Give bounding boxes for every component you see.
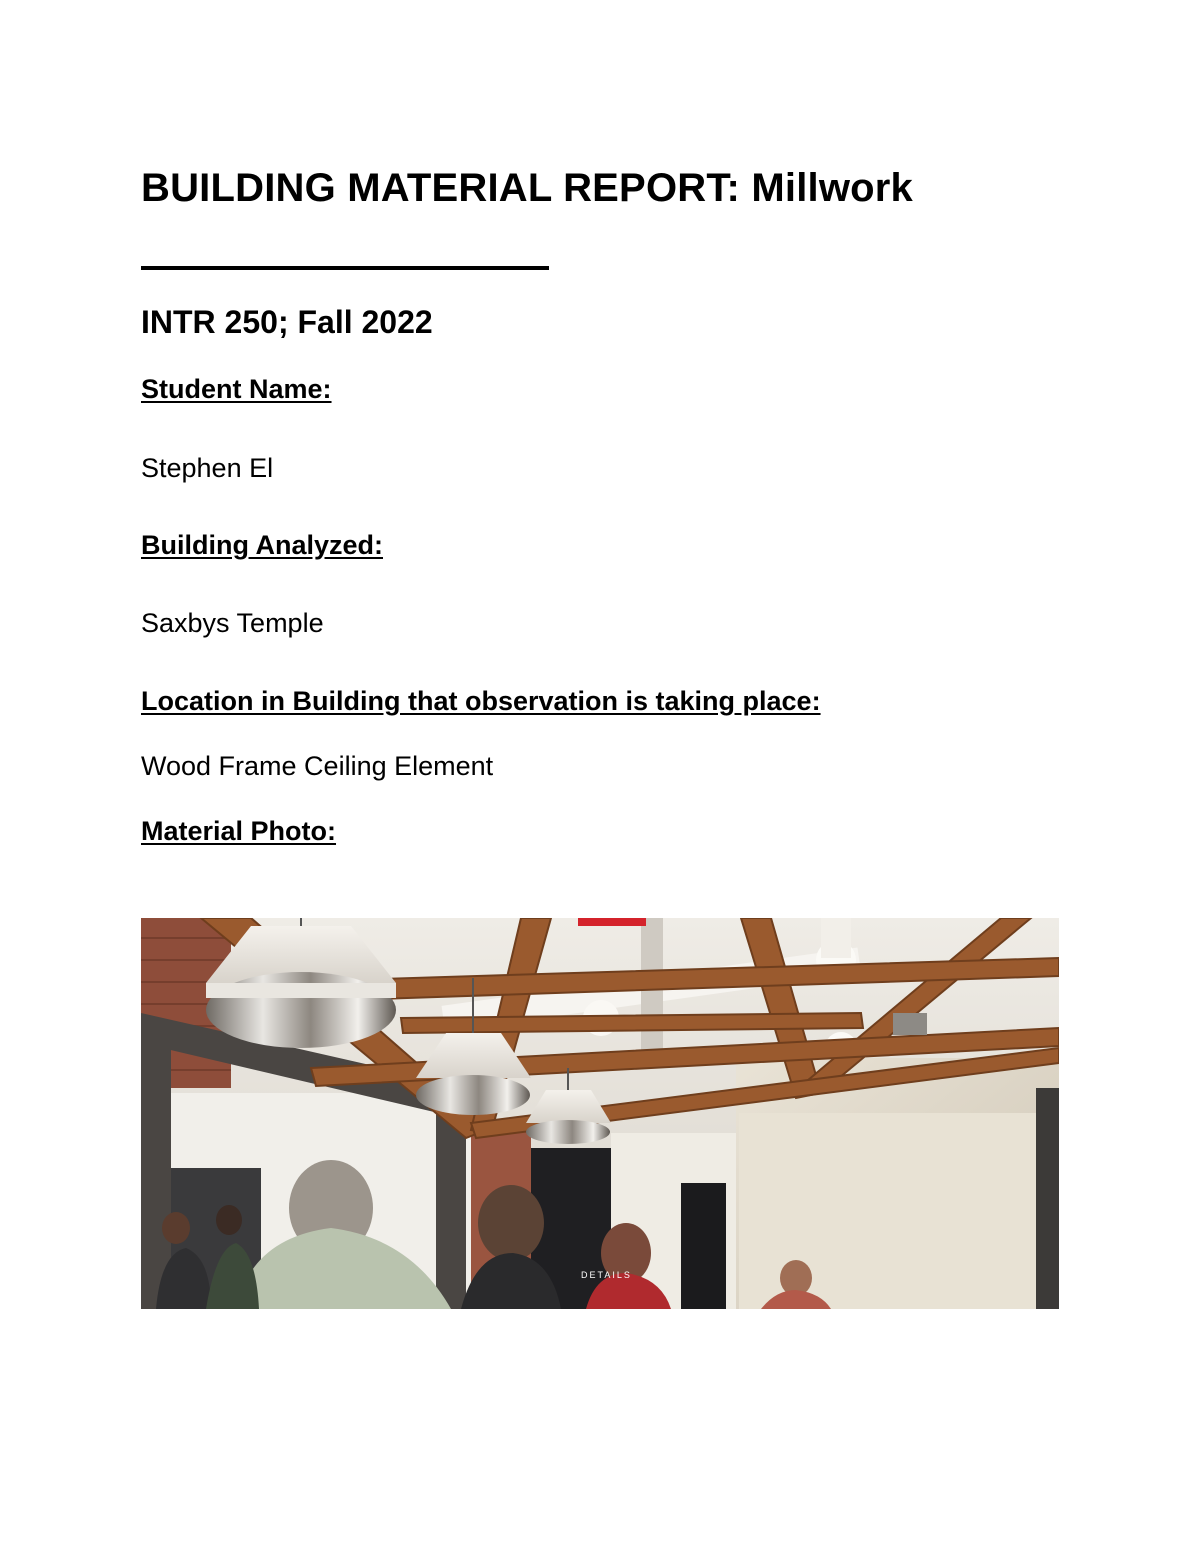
- report-title: BUILDING MATERIAL REPORT: Millwork: [141, 166, 913, 210]
- material-photo: [141, 918, 1059, 1309]
- material-photo-label: Material Photo:: [141, 816, 337, 846]
- photo-overlay-text: DETAILS: [581, 1270, 632, 1280]
- location-label: Location in Building that observation is taking place:: [141, 686, 821, 716]
- course-heading: INTR 250; Fall 2022: [141, 304, 433, 340]
- building-analyzed-value: Saxbys Temple: [141, 608, 324, 638]
- student-name-value: Stephen El: [141, 453, 274, 483]
- building-analyzed-label: Building Analyzed:: [141, 530, 383, 560]
- location-value: Wood Frame Ceiling Element: [141, 751, 494, 781]
- title-rule: [141, 266, 549, 270]
- cafe-ceiling-photo: [141, 918, 1059, 1309]
- student-name-label: Student Name:: [141, 374, 332, 404]
